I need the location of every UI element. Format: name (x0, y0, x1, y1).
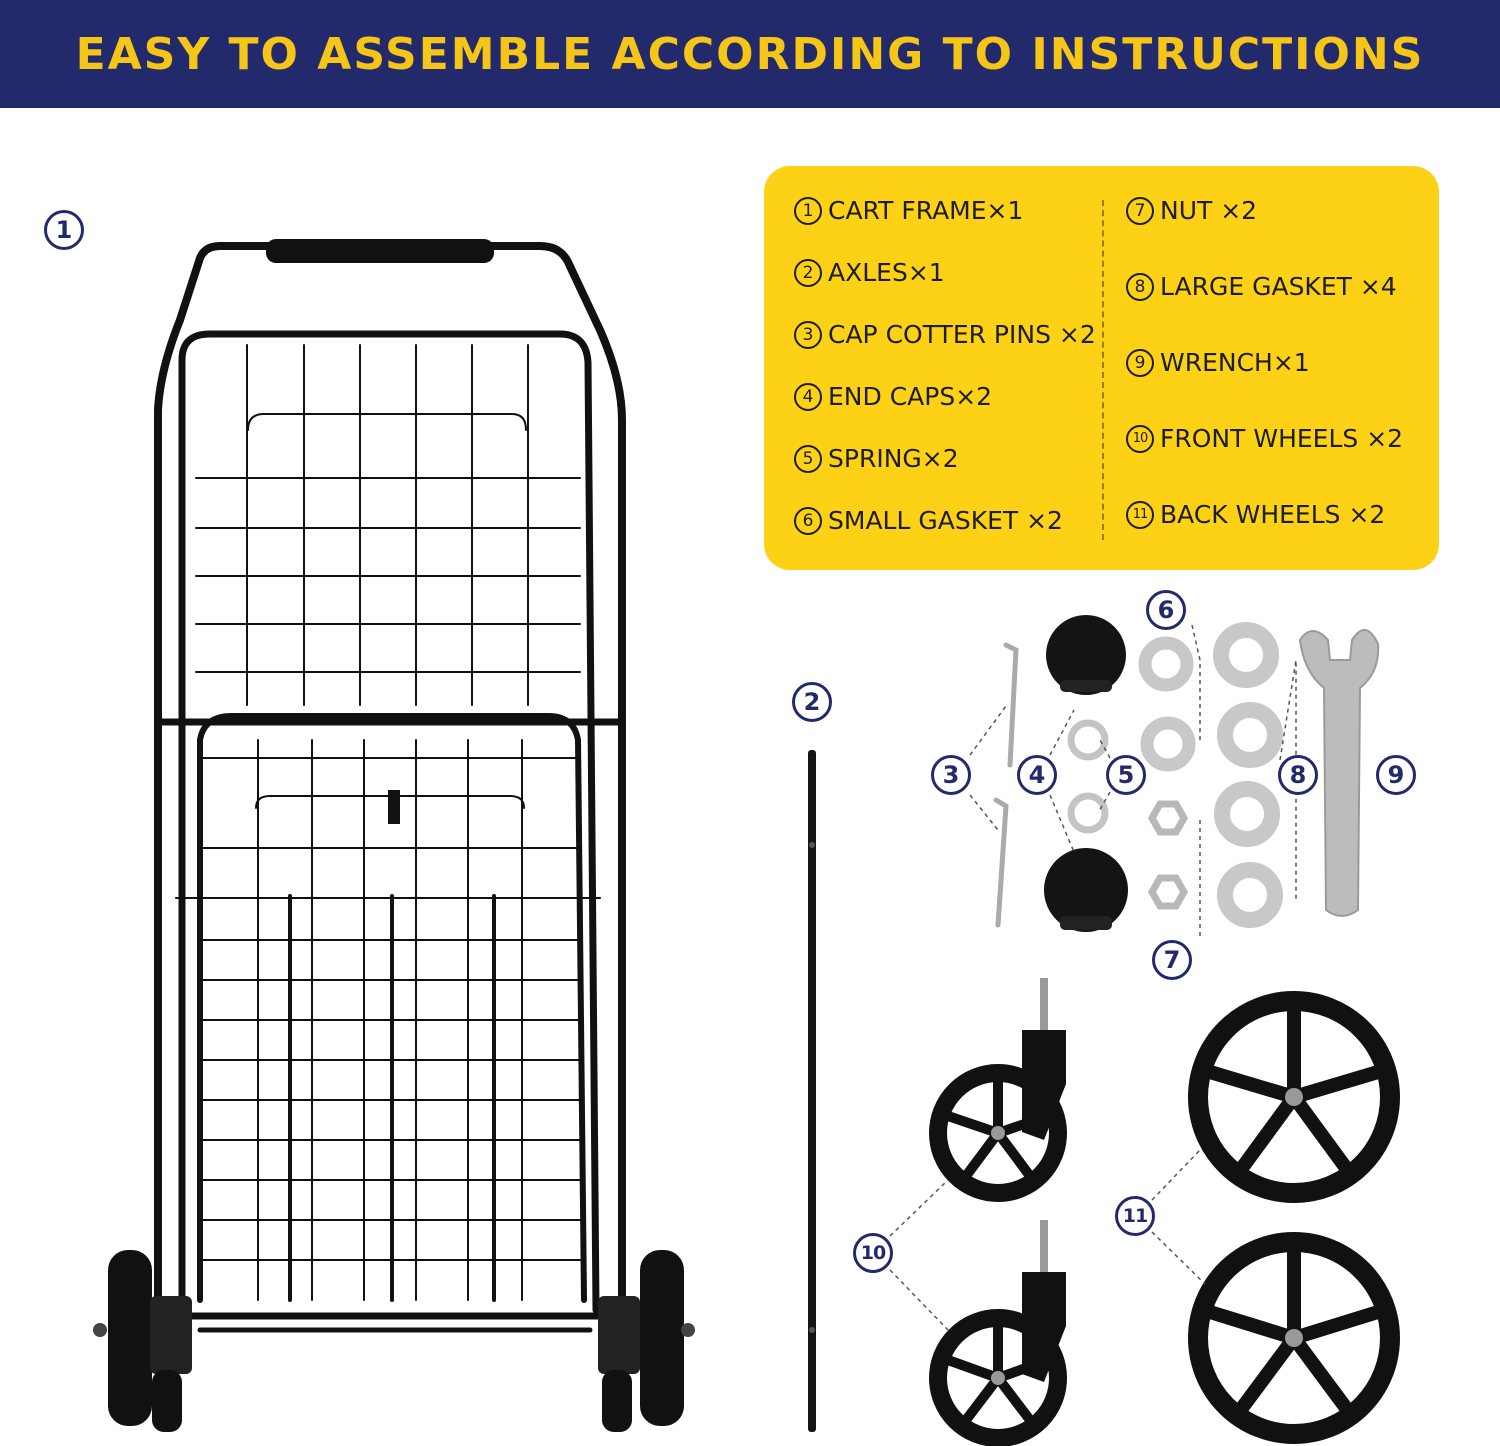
part-number: 6 (794, 507, 822, 535)
part-number: 8 (1126, 273, 1154, 301)
back-wheels-image (1152, 1001, 1390, 1434)
part-label: NUT ×2 (1160, 196, 1258, 225)
part-item-front-wheels (1126, 424, 1403, 453)
part-number: 1 (794, 197, 822, 225)
callout-front-wheels: 10 (853, 1233, 893, 1273)
part-number: 11 (1126, 501, 1154, 529)
part-number: 9 (1126, 349, 1154, 377)
part-label: WRENCH×1 (1160, 348, 1310, 377)
callout-small-gasket: 6 (1146, 590, 1186, 630)
part-item-wrench (1126, 348, 1310, 377)
part-label: LARGE GASKET ×4 (1160, 272, 1397, 301)
callout-nut: 7 (1152, 940, 1192, 980)
callout-cotter-pins: 3 (931, 755, 971, 795)
parts-list-card (764, 166, 1439, 570)
part-item-large-gasket (1126, 272, 1397, 301)
part-label: END CAPS×2 (828, 382, 993, 411)
callout-back-wheels: 11 (1115, 1196, 1155, 1236)
part-number: 3 (794, 321, 822, 349)
callout-spring: 5 (1106, 755, 1146, 795)
part-number: 4 (794, 383, 822, 411)
parts-list-divider (1102, 200, 1104, 540)
part-label: BACK WHEELS ×2 (1160, 500, 1386, 529)
part-label: AXLES×1 (828, 258, 945, 287)
callout-axle: 2 (792, 682, 832, 722)
part-label: CART FRAME×1 (828, 196, 1024, 225)
part-number: 2 (794, 259, 822, 287)
part-item-spring (794, 444, 959, 473)
banner-title: EASY TO ASSEMBLE ACCORDING TO INSTRUCTIONS (75, 28, 1425, 80)
part-number: 7 (1126, 197, 1154, 225)
cart-frame-image (158, 239, 622, 1330)
part-item-end-caps (794, 382, 992, 411)
part-number: 10 (1126, 425, 1154, 453)
part-label: CAP COTTER PINS ×2 (828, 320, 1096, 349)
part-item-cart-frame (794, 196, 1023, 225)
callout-end-caps: 4 (1017, 755, 1057, 795)
part-label: SMALL GASKET ×2 (828, 506, 1063, 535)
part-item-back-wheels (1126, 500, 1385, 529)
part-item-cap-cotter-pins (794, 320, 1096, 349)
front-wheels-image (890, 978, 1066, 1438)
part-item-small-gasket (794, 506, 1063, 535)
callout-large-gasket: 8 (1278, 755, 1318, 795)
part-label: SPRING×2 (828, 444, 959, 473)
callout-cart-frame: 1 (44, 210, 84, 250)
part-number: 5 (794, 445, 822, 473)
part-label: FRONT WHEELS ×2 (1160, 424, 1404, 453)
axle-image (808, 750, 816, 1432)
callout-wrench: 9 (1376, 755, 1416, 795)
part-item-axles (794, 258, 945, 287)
part-item-nut (1126, 196, 1257, 225)
